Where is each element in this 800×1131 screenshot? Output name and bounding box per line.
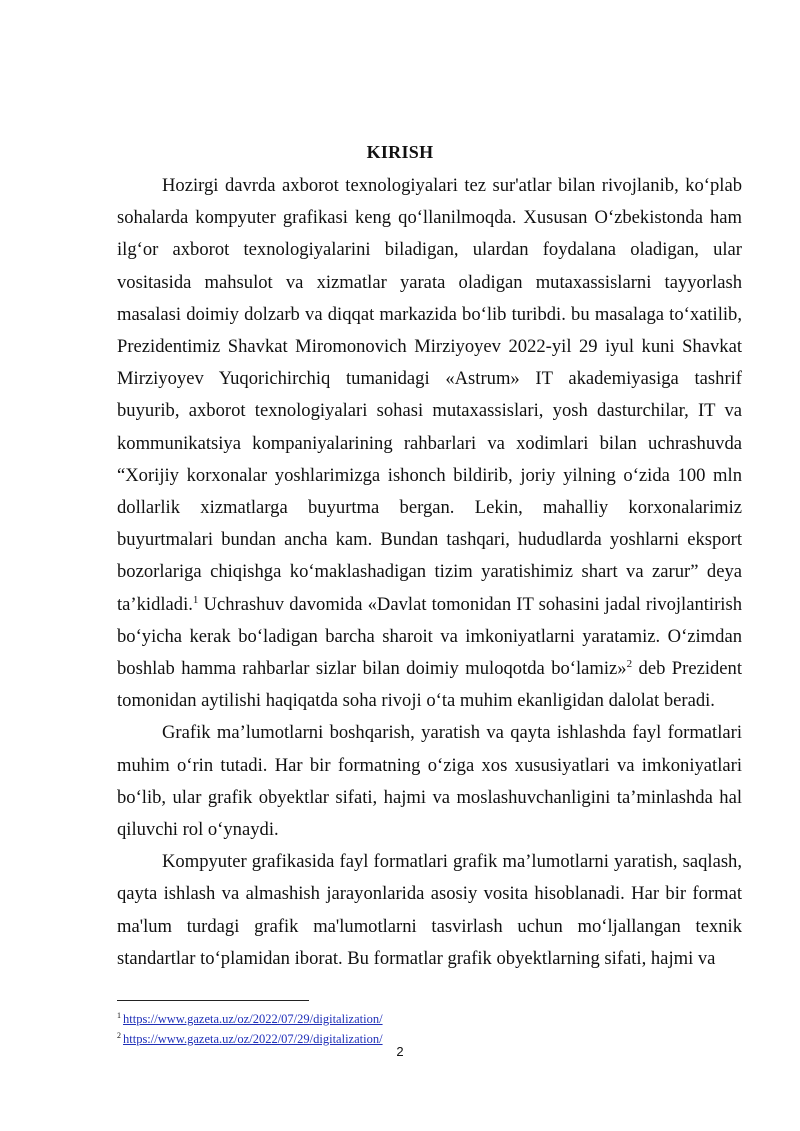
footnote-2-link[interactable]: https://www.gazeta.uz/oz/2022/07/29/digitalization/: [123, 1031, 383, 1046]
footnote-2-number: 2: [117, 1030, 121, 1040]
footnote-1-number: 1: [117, 1011, 121, 1020]
footnote-1: [117, 1008, 742, 1028]
paragraph-1-part-1: Hozirgi davrda axborot texnologiyalari tez sur'atlar bilan rivojlanib, ko‘plab sohalarda kompyuter grafikasi keng qo‘llanilmoqda. Xususan O‘zbekistonda ham ilg‘or axborot texnologiyalarini biladigan, ulardan foydalana oladigan, ular vositasida mahsulot va xizmatlar yarata oladigan mutaxassislarni tayyorlash masalasi doimiy dolzarb va diqqat markazida bo‘lib turibdi. bu masalaga to‘xatilib, Prezidentimiz Shavkat Miromonovich Mirziyoyev 2022-yil 29 iyul kuni Shavkat Mirziyoyev Yuqorichirchiq tumanidagi «Astrum» IT akademiyasiga tashrif buyurib, axborot texnologiyalari sohasi mutaxassislari, yosh dasturchilar, IT va kommunikatsiya kompaniyalarining rahbarlari va xodimlari bilan uchrashuvda “Xorijiy korxonalar yoshlarimizga ishonch bildirib, joriy yilning o‘zida 100 mln dollarlik xizmatlarga buyurtma bergan. Lekin, mahalliy korxonalarimiz buyurtmalari bundan ancha kam. Bundan tashqari, hududlarda yoshlarni eksport bozorlariga chiqishga ko‘maklashadigan tizim yaratishimiz shart va zarur” deya ta’kidladi.: [117, 175, 742, 615]
footnote-ref-1[interactable]: 1: [192, 593, 199, 606]
section-heading: KIRISH: [366, 142, 434, 162]
page-number: 2: [396, 1044, 404, 1059]
footnote-divider: [117, 1000, 309, 1001]
paragraph-1: [117, 170, 742, 717]
body-text: [117, 170, 742, 975]
footnote-ref-2[interactable]: 2: [626, 657, 633, 670]
paragraph-1-part-3: deb Prezident tomonidan aytilishi haqiqatda soha rivoji o‘ta muhim ekanligidan dalolat beradi.: [117, 658, 742, 712]
paragraph-2: Grafik ma’lumotlarni boshqarish, yaratish va qayta ishlashda fayl formatlari muhim o‘rin tutadi. Har bir formatning o‘ziga xos xususiyatlari va imkoniyatlari bo‘lib, ular grafik obyektlar sifati, hajmi va moslashuvchanligini ta’minlashda hal qiluvchi rol o‘ynaydi.: [117, 722, 742, 841]
footnote-1-link[interactable]: https://www.gazeta.uz/oz/2022/07/29/digitalization/: [123, 1012, 383, 1027]
footnotes: [117, 1008, 742, 1047]
paragraph-3: Kompyuter grafikasida fayl formatlari grafik ma’lumotlarni yaratish, saqlash, qayta ishlash va almashish jarayonlarida asosiy vosita hisoblanadi. Har bir format ma'lum turdagi grafik ma'lumotlarni tasvirlash uchun mo‘ljallangan texnik standartlar to‘plamidan iborat. Bu formatlar grafik obyektlarning sifati, hajmi va: [117, 851, 742, 969]
paragraph-1-part-2: Uchrashuv davomida «Davlat tomonidan IT sohasini jadal rivojlantirish bo‘yicha kerak bo‘ladigan barcha sharoit va imkoniyatlarni yaratamiz. O‘zimdan boshlab hamma rahbarlar sizlar bilan doimiy muloqotda bo‘lamiz»: [117, 593, 742, 680]
